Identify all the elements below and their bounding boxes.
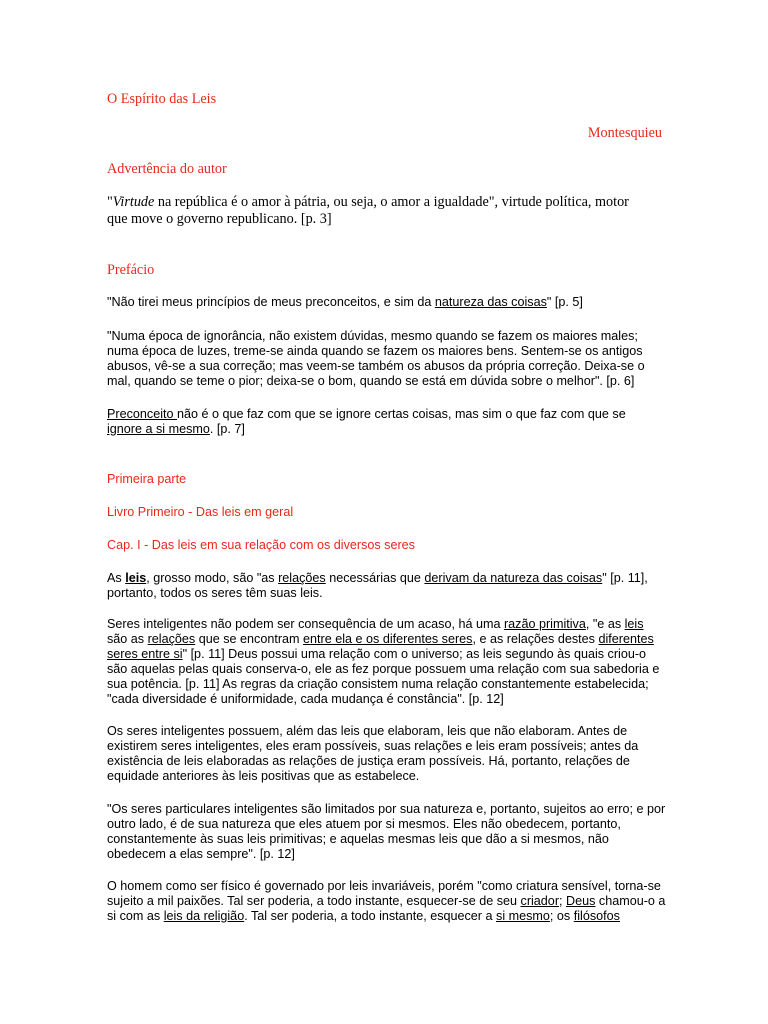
text-run: " [107,194,113,210]
text-run: Seres inteligentes não podem ser consequência de um acaso, há uma [107,617,504,631]
body-paragraph-5 [107,879,667,924]
document-title: O Espírito das Leis [107,91,217,107]
text-run: não é o que faz com que se ignore certas coisas, mas sim o que faz com que se [177,407,626,421]
underlined-term: Preconceito [107,407,178,421]
prefacio-paragraph-2: "Numa época de ignorância, não existem dúvidas, mesmo quando se fazem os maiores males; numa época de luzes, treme-se ainda quando se fazem os maiores bens. Sentem-se os antigos abusos, vê-se a sua correção; mas veem-se também os abusos da própria correção. Deixa-se o mal, quando se teme o pior; deixa-se o bom, quando se está em dúvida sobre o melhor". [p. 6] [107,329,645,388]
body-paragraph-3: Os seres inteligentes possuem, além das leis que elaboram, leis que não elaboram. Antes de existirem seres inteligentes, eles eram possíveis, suas relações e leis eram possíveis; antes da existência de leis elaboradas as relações de justiça eram possíveis. Há, portanto, relações de equidade anteriores às leis positivas que as estabelece. [107,724,639,783]
heading-prefacio: Prefácio [107,262,155,278]
underlined-term: natureza das coisas [434,295,547,309]
heading-livro-primeiro: Livro Primeiro - Das leis em geral [107,505,294,519]
underlined-term: filósofos [573,909,620,923]
text-run: , "e as [585,617,625,631]
text-run: " [p. 5] [546,295,583,309]
body-paragraph-2 [107,617,667,707]
underlined-term: leis da religião [163,909,245,923]
underlined-bold-term: leis [125,571,147,585]
prefacio-paragraph-3 [107,407,647,437]
text-run: , e as relações destes [472,632,599,646]
underlined-term: relações [147,632,196,646]
text-run: chamou-o a si com as [107,894,666,923]
body-paragraph-4: "Os seres particulares inteligentes são limitados por sua natureza e, portanto, sujeitos ao erro; e por outro lado, é de sua natureza que eles atuem por si mesmos. Eles não obedecem, portanto, constantemente às suas leis primitivas; e aquelas mesmas leis que dão a si mesmos, não obedecem a elas sempre". [p. 12] [107,802,666,861]
underlined-term: criador [520,894,560,908]
text-run: O homem como ser físico é governado por leis invariáveis, porém "como criatura sensível, torna-se sujeito a mil paixões. Tal ser poderia, a todo instante, esquecer-se de seu [107,879,661,908]
underlined-term: derivam da natureza das coisas [424,571,603,585]
emphasis-virtude: Virtude [112,194,155,210]
heading-primeira-parte: Primeira parte [107,472,187,486]
body-paragraph-1 [107,571,667,601]
text-run: necessárias que [325,571,425,585]
text-run: na república é o amor à pátria, ou seja, o amor a igualdade", virtude política, motor que move o governo republicano. [p. 3] [107,194,629,227]
underlined-term: si mesmo [496,909,550,923]
text-run: "Não tirei meus princípios de meus preconceitos, e sim da [107,295,435,309]
prefacio-paragraph-1 [107,295,667,310]
underlined-term: Deus [566,894,596,908]
text-run: As [107,571,126,585]
heading-advertencia: Advertência do autor [107,161,227,177]
text-run: . Tal ser poderia, a todo instante, esquecer a [244,909,497,923]
underlined-term: entre ela e os diferentes seres [303,632,473,646]
underlined-term: relações [278,571,326,585]
text-run: que se encontram [195,632,304,646]
underlined-term: diferentes seres entre si [107,632,654,661]
text-run: , grosso modo, são "as [146,571,279,585]
text-run: são as [107,632,148,646]
underlined-term: leis [624,617,644,631]
text-run: " [p. 11], portanto, todos os seres têm suas leis. [107,571,648,600]
advertencia-paragraph [107,194,652,228]
text-run: ; os [549,909,574,923]
text-run: " [p. 11] Deus possui uma relação com o universo; as leis segundo às quais criou-o são aquelas pelas quais conserva-o, ele as fez porque possuem uma relação com sua sabedoria e sua potência. [p. 11] As regras da criação consistem numa relação constantemente estabelecida; "cada diversidade é uniformidade, cada mudança é constância". [p. 12] [107,647,660,706]
text-run: . [p. 7] [209,422,245,436]
author-name: Montesquieu [587,125,662,141]
underlined-term: ignore a si mesmo [107,422,210,436]
underlined-term: razão primitiva [503,617,586,631]
heading-cap-1: Cap. I - Das leis em sua relação com os diversos seres [107,538,415,552]
text-run: ; [559,894,567,908]
